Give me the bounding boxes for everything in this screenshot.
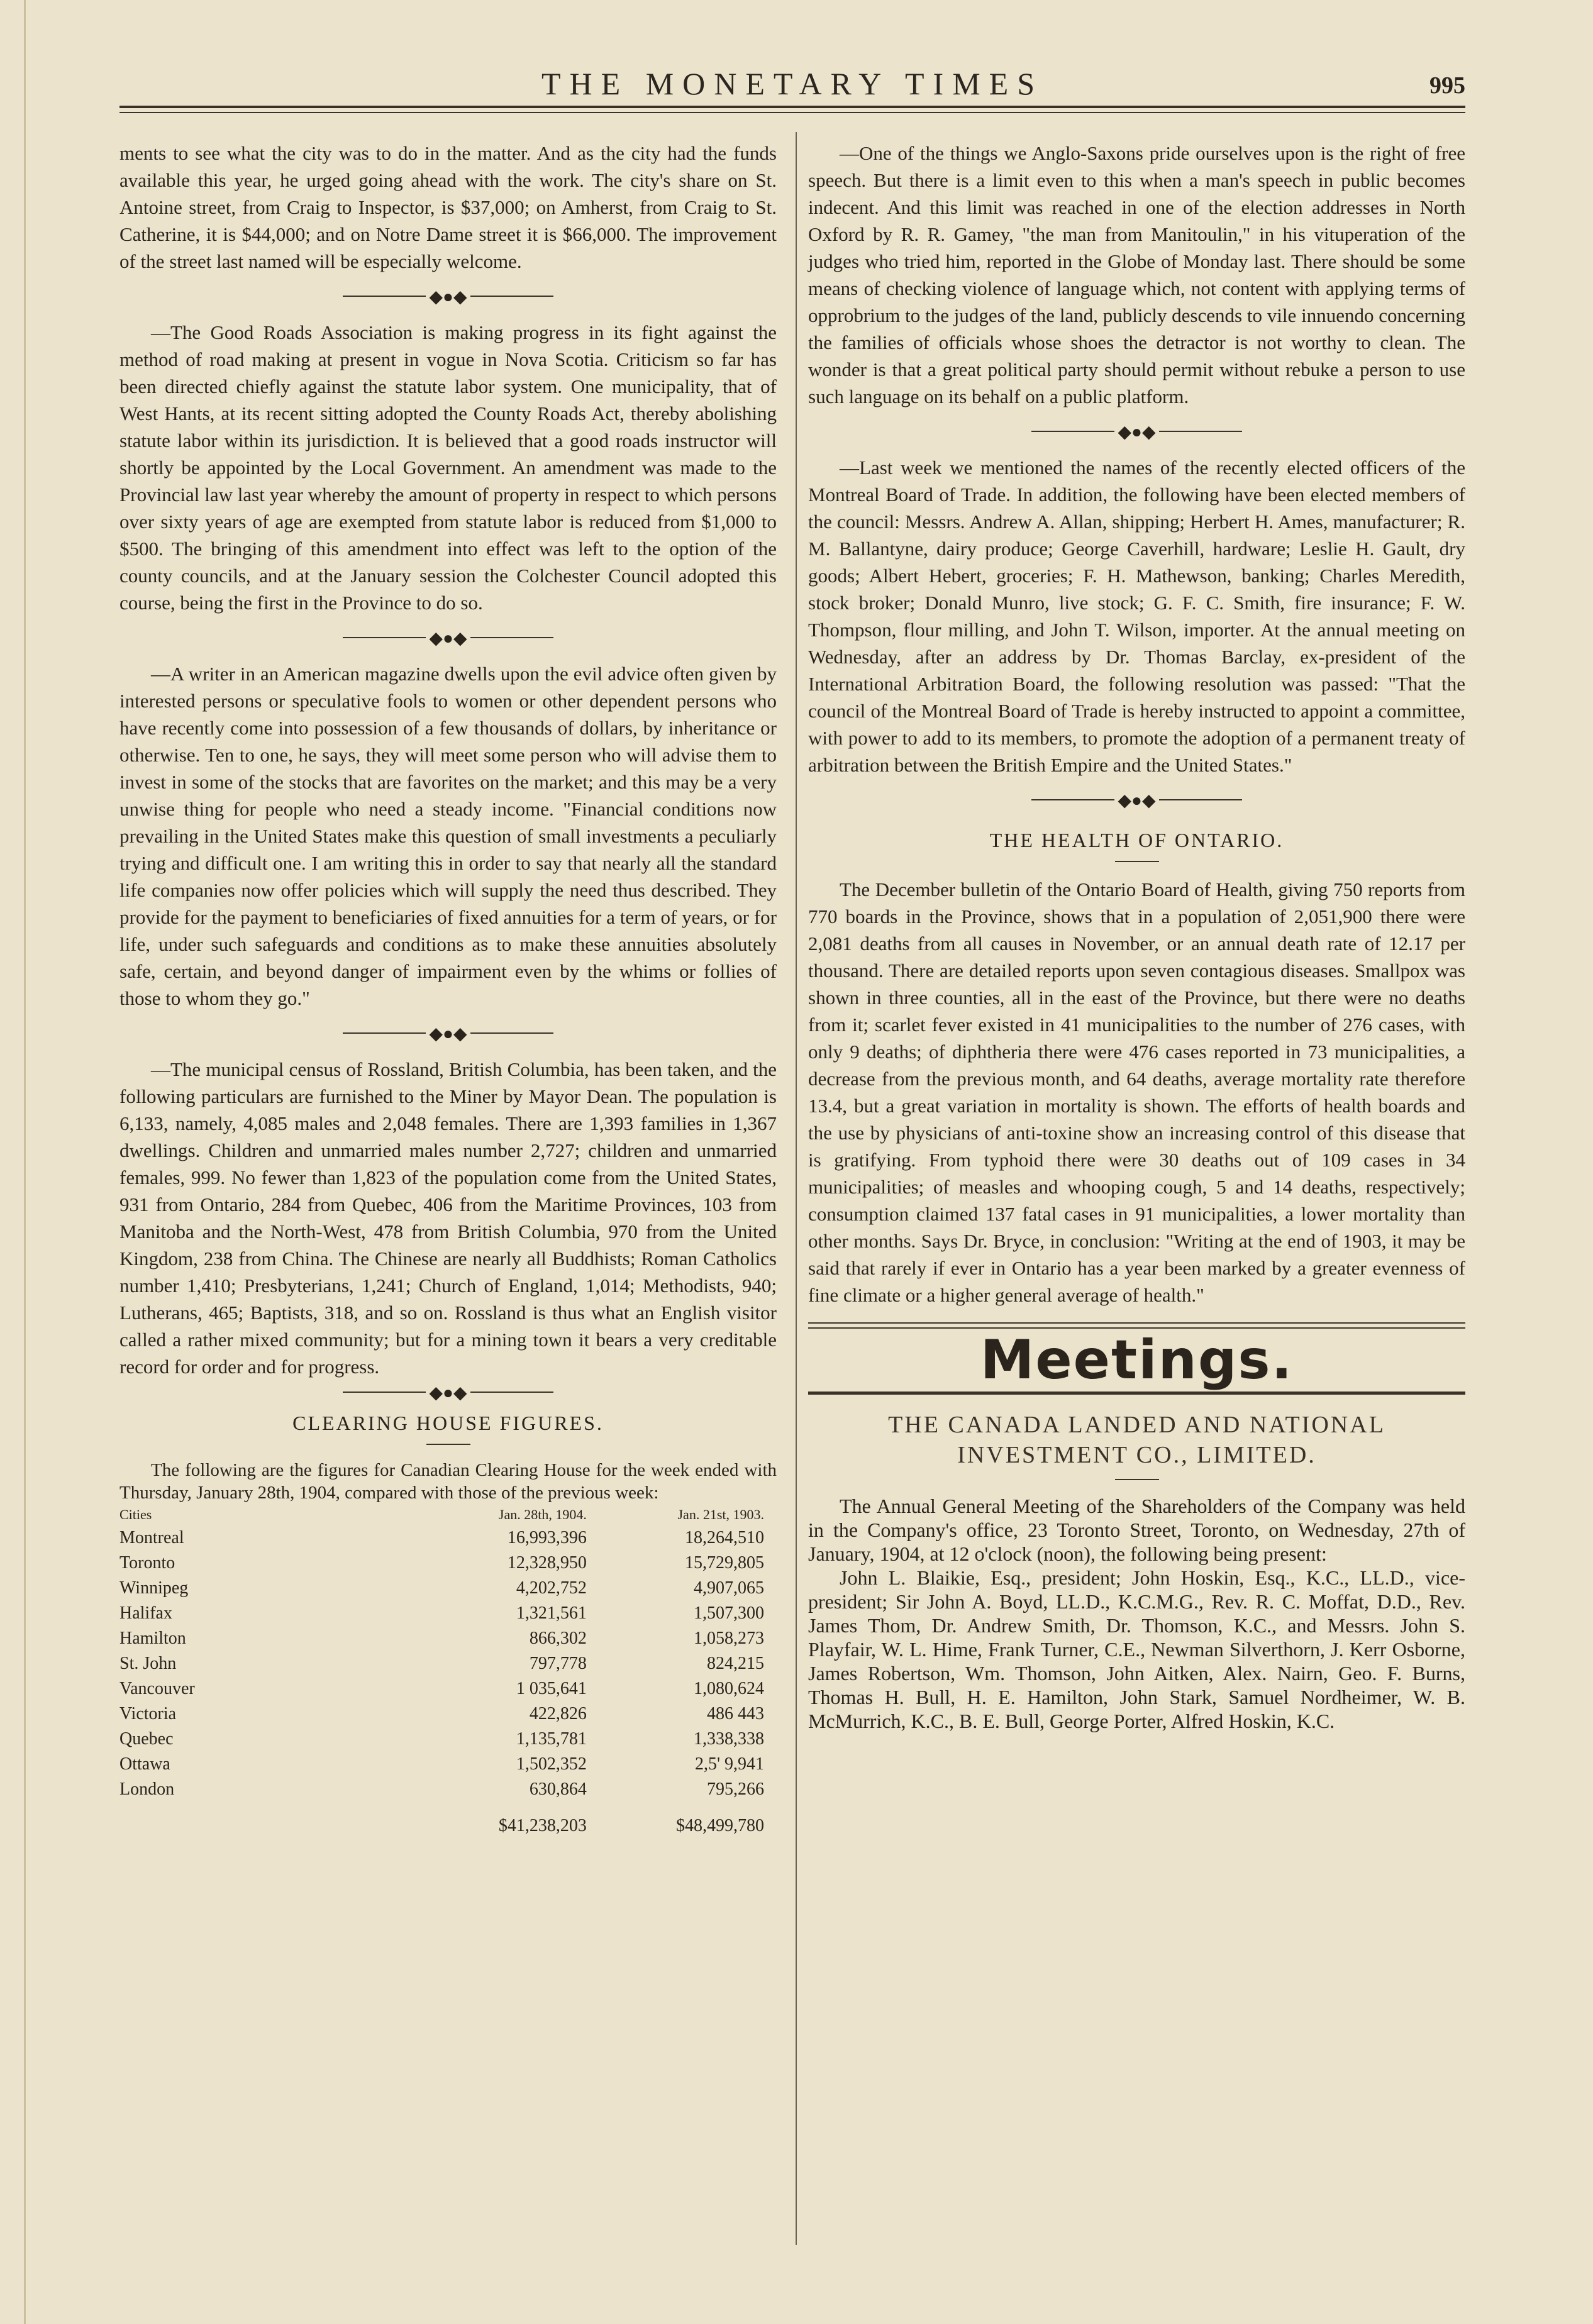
city-name: Hamilton <box>119 1629 186 1648</box>
column-header-current-week: Jan. 28th, 1904. <box>498 1507 587 1522</box>
current-week-value: 4,202,752 <box>516 1578 587 1598</box>
article-free-speech: —One of the things we Anglo-Saxons pride ourselves upon is the right of free speech. But there is a limit even to this when a man's speech in public becomes indecent. And this limit was reached in one of the election addresses in North Oxford by R. R. Gamey, "the man from Manitoulin," in his vituperation of the judges who tried him, reported in the Globe of Monday last. There should be some means of checking violence of language which, not content with applying terms of opprobrium to the judges of the land, publicly descends to vile innuendo concerning the families of officials whose shoes the detractor is not worthy to clean. The wonder is that a great political party should permit without rebuke a person to use such language on its behalf on a public platform. <box>808 142 1465 407</box>
city-name: London <box>119 1779 175 1799</box>
previous-week-value: 1,080,624 <box>694 1679 764 1698</box>
meeting-attendees: John L. Blaikie, Esq., president; John Hoskin, Esq., K.C., LL.D., vice-president; Sir John A. Boyd, LL.D., K.C.M.G., Rev. R. C. Moffat, D.D., Rev. James Thom, Dr. Andrew Smith, Dr. Thomson, K.C., and Messrs. John S. Playfair, W. L. Hime, Frank Turner, C.E., Newman Silverthorn, J. Kerr Osborne, James Robertson, Wm. Thomson, John Aitken, Alex. Nairn, Geo. F. Burns, Thomas H. Bull, H. E. Hamilton, John Stark, Samuel Nordheimer, W. B. McMurrich, K.C., B. E. Bull, George Porter, Alfred Hoskin, K.C. <box>808 1566 1465 1732</box>
table-row <box>119 1702 777 1727</box>
previous-week-value: 824,215 <box>707 1654 764 1673</box>
total-previous-week: $48,499,780 <box>676 1816 764 1835</box>
clearing-house-heading: CLEARING HOUSE FIGURES. <box>292 1412 604 1434</box>
previous-week-value: 2,5' 9,941 <box>694 1754 764 1774</box>
clearing-house-table <box>119 1504 777 1839</box>
article-health-of-ontario: The December bulletin of the Ontario Board of Health, giving 750 reports from 770 boards in the Province, shows that in a population of 2,051,900 there were 2,081 deaths from all causes in November, or an annual death rate of 12.17 per thousand. There are detailed reports upon seven contagious diseases. Smallpox was shown in three counties, all in the east of the Province, but there were no deaths from it; scarlet fever existed in 41 municipalities to the number of 276 cases, with only 9 deaths; of diphtheria there were 476 cases reported in 73 municipalities, a decrease from the previous month, and 64 deaths, average mortality rate therefore 13.4, but a great variation in mortality is shown. The efforts of health boards and the use by physicians of anti-toxine show an increasing control of this disease that is gratifying. From typhoid there were 30 deaths out of 109 cases in 34 municipalities; of measles and whooping cough, 5 and 14 deaths, respectively; consumption claimed 137 fatal cases in 91 municipalities, a lower mortality than other months. Says Dr. Bryce, in conclusion: "Writing at the end of 1903, it may be said that rarely if ever in Ontario has a year been marked by a greater evenness of fine climate or a higher general average of health." <box>808 878 1465 1306</box>
previous-week-value: 795,266 <box>707 1779 764 1799</box>
meeting-notice: The Annual General Meeting of the Shareholders of the Company was held in the Company's office, 23 Toronto Street, Toronto, on Wednesday, 27th of January, 1904, at 12 o'clock (noon), the following being present: <box>808 1495 1465 1565</box>
section-separator <box>119 1380 777 1405</box>
page-number: 995 <box>1429 72 1465 99</box>
table-row <box>119 1727 777 1752</box>
meetings-title: Meetings. <box>980 1329 1294 1392</box>
section-separator <box>119 616 777 660</box>
city-name: Quebec <box>119 1729 174 1749</box>
table-row <box>119 1626 777 1651</box>
clearing-table-body <box>119 1525 777 1802</box>
previous-week-value: 486 443 <box>707 1704 764 1724</box>
city-name: Winnipeg <box>119 1578 189 1598</box>
previous-week-value: 18,264,510 <box>685 1528 764 1547</box>
previous-week-value: 4,907,065 <box>694 1578 764 1598</box>
current-week-value: 630,864 <box>529 1779 587 1799</box>
publication-title: THE MONETARY TIMES <box>541 66 1043 101</box>
ornament-icon: ◆●◆ <box>1114 790 1160 811</box>
previous-week-value: 1,338,338 <box>694 1729 764 1749</box>
heading-rule <box>1115 1479 1159 1480</box>
current-week-value: 866,302 <box>529 1629 587 1648</box>
current-week-value: 16,993,396 <box>507 1528 587 1547</box>
table-row <box>119 1651 777 1676</box>
article-investment-advice: —A writer in an American magazine dwells upon the evil advice often given by interested persons or speculative fools to women or other dependent persons who have recently come into possession of a few thousands of dollars, by inheritance or otherwise. Ten to one, he says, they will meet some person who will advise them to invest in some of the stocks that are favorites on the market; and this may be a very unwise thing for people who need a steady income. "Financial conditions now prevailing in the United States make this question of small investments a peculiarly trying and difficult one. I am writing this in order to say that nearly all the standard life companies now offer policies which will supply the need thus described. They provide for the payment to beneficiaries of fixed annuities for a term of years, or for life, under such safeguards and conditions as to make these annuities absolutely safe, certain, and beyond danger of impairment even by the whims or follies of those to whom they go." <box>119 663 777 1009</box>
previous-week-value: 1,507,300 <box>694 1603 764 1623</box>
current-week-value: 12,328,950 <box>507 1553 587 1573</box>
ornament-icon: ◆●◆ <box>426 1382 471 1403</box>
city-name: Montreal <box>119 1528 184 1547</box>
ornament-icon: ◆●◆ <box>426 286 471 307</box>
heading-rule <box>426 1444 470 1445</box>
section-rule <box>808 1322 1465 1324</box>
table-row <box>119 1752 777 1777</box>
table-row <box>119 1676 777 1702</box>
left-column <box>119 140 777 1839</box>
current-week-value: 1,321,561 <box>516 1603 587 1623</box>
city-name: St. John <box>119 1654 177 1673</box>
table-header-row <box>119 1504 777 1525</box>
table-row <box>119 1777 777 1802</box>
page-edge <box>24 0 26 2324</box>
current-week-value: 422,826 <box>529 1704 587 1724</box>
heading-rule <box>1115 861 1159 862</box>
table-total-row <box>119 1802 777 1839</box>
section-separator <box>119 275 777 319</box>
section-separator <box>119 1012 777 1056</box>
total-current-week: $41,238,203 <box>498 1816 587 1835</box>
article-good-roads: —The Good Roads Association is making progress in its fight against the method of road making at present in vogue in Nova Scotia. Criticism so far has been directed chiefly against the statute labor system. One municipality, that of West Hants, at its recent sitting adopted the County Roads Act, thereby abolishing statute labor within its jurisdiction. It is believed that a good roads instructor will shortly be appointed by the Local Government. An amendment was made to the Provincial law last year whereby the amount of property in respect to which persons over sixty years of age are exempted from statute labor is reduced from $1,000 to $500. The bringing of this amendment into effect was left to the option of the county councils, and at the January session the Colchester Council adopted this course, being the first in the Province to do so. <box>119 321 777 614</box>
article-street-improvements: ments to see what the city was to do in the matter. And as the city had the funds available this year, he urged going ahead with the work. The city's share on St. Antoine street, from Craig to Inspector, is $37,000; on Amherst, from Craig to St. Catherine, it is $44,000; and on Notre Dame street it is $66,000. The improvement of the street last named will be especially welcome. <box>119 142 777 272</box>
table-row <box>119 1601 777 1626</box>
column-header-previous-week: Jan. 21st, 1903. <box>677 1507 764 1522</box>
masthead-rule <box>119 106 1465 108</box>
section-separator <box>808 410 1465 454</box>
health-of-ontario-heading: THE HEALTH OF ONTARIO. <box>989 829 1284 851</box>
ornament-icon: ◆●◆ <box>426 628 471 649</box>
article-rossland-census: —The municipal census of Rossland, British Columbia, has been taken, and the following particulars are furnished to the Miner by Mayor Dean. The population is 6,133, namely, 4,085 males and 2,048 females. There are 1,393 families in 1,367 dwellings. Children and unmarried males number 2,727; children and unmarried females, 999. No fewer than 1,823 of the population come from the United States, 931 from Ontario, 284 from Quebec, 406 from the Maritime Provinces, 103 from Manitoba and the North-West, 478 from British Columbia, 970 from the United Kingdom, 238 from China. The Chinese are nearly all Buddhists; Roman Catholics number 1,410; Presbyterians, 1,241; Church of England, 1,014; Methodists, 940; Lutherans, 465; Baptists, 318, and so on. Rossland is thus what an English visitor called a rather mixed community; but for a mining town it bears a very creditable record for order and for progress. <box>119 1058 777 1378</box>
company-heading-line1: THE CANADA LANDED AND NATIONAL <box>888 1412 1385 1438</box>
clearing-house-intro: The following are the figures for Canadian Clearing House for the week ended with Thursday, January 28th, 1904, compared with those of the previous week: <box>119 1460 777 1503</box>
ornament-icon: ◆●◆ <box>1114 421 1160 443</box>
masthead <box>119 60 1465 111</box>
previous-week-value: 1,058,273 <box>694 1629 764 1648</box>
city-name: Vancouver <box>119 1679 195 1698</box>
current-week-value: 1,135,781 <box>516 1729 587 1749</box>
table-row <box>119 1525 777 1551</box>
city-name: Ottawa <box>119 1754 170 1774</box>
current-week-value: 1,502,352 <box>516 1754 587 1774</box>
column-header-cities: Cities <box>119 1507 152 1522</box>
table-row <box>119 1576 777 1601</box>
previous-week-value: 15,729,805 <box>685 1553 764 1573</box>
section-separator <box>808 778 1465 822</box>
city-name: Halifax <box>119 1603 172 1623</box>
company-heading-line2: INVESTMENT CO., LIMITED. <box>957 1442 1316 1468</box>
table-row <box>119 1551 777 1576</box>
ornament-icon: ◆●◆ <box>426 1023 471 1044</box>
current-week-value: 797,778 <box>529 1654 587 1673</box>
current-week-value: 1 035,641 <box>516 1679 587 1698</box>
city-name: Victoria <box>119 1704 177 1724</box>
masthead-rule-thin <box>119 112 1465 113</box>
article-board-of-trade: —Last week we mentioned the names of the recently elected officers of the Montreal Board of Trade. In addition, the following have been elected members of the council: Messrs. Andrew A. Allan, shipping; Herbert H. Ames, manufacturer; R. M. Ballantyne, dairy produce; George Caverhill, hardware; Leslie H. Gault, dry goods; Albert Hebert, groceries; F. H. Mathewson, banking; Charles Meredith, stock broker; Donald Munro, live stock; G. F. C. Smith, fire insurance; F. W. Thompson, flour milling, and John T. Wilson, importer. At the annual meeting on Wednesday, after an address by Dr. Thomas Barclay, ex-president of the International Arbitration Board, the following resolution was passed: "That the council of the Montreal Board of Trade is hereby instructed to appoint a committee, with power to add to its members, to promote the adoption of a permanent treaty of arbitration between the British Empire and the United States." <box>808 456 1465 776</box>
right-column <box>808 140 1465 1733</box>
column-divider <box>796 132 797 2245</box>
city-name: Toronto <box>119 1553 175 1573</box>
